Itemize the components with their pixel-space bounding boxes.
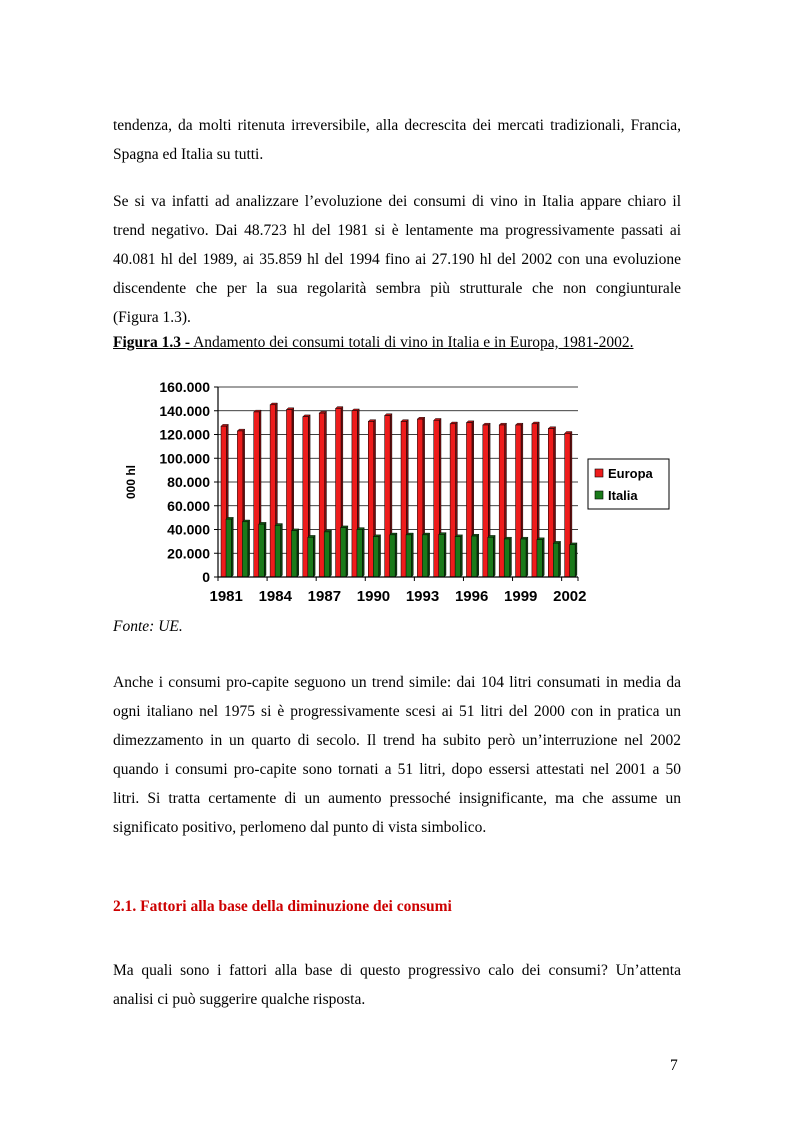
- bar-europa-1989: [352, 411, 358, 577]
- bar-italia-1989: [357, 529, 363, 577]
- bar-side: [542, 538, 544, 577]
- page-number: 7: [670, 1057, 678, 1074]
- bar-side: [395, 533, 397, 577]
- bar-europa-2002: [565, 433, 571, 577]
- legend-label-europa: Europa: [608, 466, 653, 481]
- legend-label-italia: Italia: [608, 488, 638, 503]
- bar-europa-1997: [483, 425, 489, 577]
- y-tick-label: 160.000: [159, 379, 210, 395]
- paragraph-3: [113, 668, 681, 842]
- paragraph-line: discendente che per la sua regolarità sembra più strutturale che non congiunturale: [113, 280, 681, 297]
- bar-europa-1987: [319, 413, 325, 577]
- bar-italia-1987: [324, 532, 330, 577]
- bar-europa-1990: [368, 421, 374, 577]
- bar-side: [248, 520, 250, 577]
- x-tick-label: 1987: [307, 588, 342, 605]
- bar-europa-1986: [303, 417, 309, 577]
- paragraph-line: Ma quali sono i fattori alla base di questo progressivo calo dei consumi? Un’attenta: [113, 962, 681, 979]
- y-axis-label: 000 hl: [124, 464, 138, 500]
- bar-europa-1998: [499, 425, 505, 577]
- bar-italia-1998: [504, 539, 510, 577]
- y-tick-label: 80.000: [167, 474, 210, 490]
- paragraph-1: [113, 111, 681, 169]
- bar-europa-1988: [336, 408, 342, 577]
- figure-source: Fonte: UE.: [113, 618, 183, 635]
- x-tick-label: 1996: [454, 588, 489, 605]
- bar-side: [559, 541, 561, 577]
- paragraph-line: Spagna ed Italia su tutti.: [113, 146, 264, 163]
- paragraph-line: dimezzamento in un quarto di secolo. Il trend ha subito però un’interruzione nel 2002: [113, 732, 681, 749]
- y-tick-label: 60.000: [167, 497, 210, 514]
- x-tick-label: 1981: [209, 588, 243, 605]
- bar-italia-1990: [373, 537, 379, 577]
- bar-europa-2000: [532, 424, 538, 577]
- x-tick-label: 1984: [258, 588, 292, 605]
- bar-side: [477, 534, 479, 577]
- x-tick-label: 1999: [504, 588, 538, 605]
- y-tick-label: 120.000: [159, 426, 210, 443]
- paragraph-line: Se si va infatti ad analizzare l’evoluzione dei consumi di vino in Italia appare chiaro il: [113, 193, 681, 210]
- bar-side: [330, 530, 332, 577]
- paragraph-line: tendenza, da molti ritenuta irreversibile, alla decrescita dei mercati tradizionali, Francia,: [113, 117, 681, 134]
- bar-side: [281, 524, 283, 577]
- bar-side: [412, 533, 414, 577]
- bar-side: [346, 526, 348, 577]
- bar-side: [232, 517, 234, 577]
- x-tick-label: 2002: [553, 588, 587, 605]
- bar-europa-1995: [450, 424, 456, 577]
- figure-caption-text: Andamento dei consumi totali di vino in Italia e in Europa, 1981-2002.: [190, 334, 634, 351]
- bar-side: [313, 535, 315, 577]
- consumption-bar-chart: [113, 372, 683, 612]
- bar-italia-1985: [291, 531, 297, 577]
- paragraph-line: significato positivo, perlomeno dal punto di vista simbolico.: [113, 819, 487, 836]
- bar-italia-2002: [570, 545, 576, 577]
- figure-caption: [113, 334, 633, 352]
- bar-europa-1982: [237, 431, 243, 577]
- y-tick-label: 40.000: [167, 521, 210, 538]
- bar-side: [379, 535, 381, 577]
- paragraph-line: litri. Si tratta certamente di un aumento pressoché insignificante, ma che assume un: [113, 790, 681, 807]
- bar-side: [444, 533, 446, 577]
- bar-europa-1984: [270, 405, 276, 577]
- bar-side: [510, 537, 512, 577]
- bar-italia-1992: [406, 535, 412, 577]
- bar-side: [575, 543, 577, 577]
- x-tick-label: 1990: [356, 588, 391, 605]
- bar-italia-1997: [488, 537, 494, 577]
- bar-europa-1983: [254, 412, 260, 577]
- bar-side: [428, 533, 430, 577]
- y-tick-label: 100.000: [159, 450, 210, 467]
- bar-europa-1985: [286, 410, 292, 577]
- bar-side: [526, 537, 528, 577]
- bar-europa-1981: [221, 426, 227, 577]
- figure-caption-label: Figura 1.3 -: [113, 334, 191, 351]
- bar-italia-1996: [471, 536, 477, 577]
- bar-side: [493, 535, 495, 577]
- paragraph-4: [113, 956, 681, 1014]
- bar-europa-1999: [516, 425, 522, 577]
- y-tick-label: 140.000: [159, 402, 210, 419]
- paragraph-line: ogni italiano nel 1975 si è progressivamente scesi ai 51 litri del 2000 con in pratica un: [113, 703, 681, 720]
- bar-side: [264, 522, 266, 577]
- section-heading: 2.1. Fattori alla base della diminuzione dei consumi: [113, 898, 452, 915]
- bar-italia-1995: [455, 537, 461, 577]
- bar-italia-1983: [259, 524, 265, 577]
- paragraph-line: analisi ci può suggerire qualche risposta.: [113, 991, 366, 1008]
- bar-europa-1993: [417, 419, 423, 577]
- y-tick-label: 20.000: [167, 545, 210, 562]
- bar-italia-1986: [308, 537, 314, 577]
- bar-italia-1999: [521, 539, 527, 577]
- bar-europa-1994: [434, 420, 440, 577]
- bar-italia-1981: [226, 519, 232, 577]
- bar-side: [461, 535, 463, 577]
- bar-italia-1988: [341, 528, 347, 577]
- x-tick-label: 1993: [405, 588, 440, 605]
- bar-italia-1991: [390, 535, 396, 577]
- bar-italia-2000: [537, 540, 543, 577]
- bar-italia-1994: [439, 534, 445, 577]
- bar-europa-1991: [385, 416, 391, 578]
- bar-europa-2001: [548, 429, 554, 577]
- bar-italia-1993: [422, 535, 428, 577]
- bar-italia-1982: [242, 522, 248, 577]
- bar-italia-2001: [553, 543, 559, 577]
- paragraph-line: 40.081 hl del 1989, ai 35.859 hl del 1994 fino ai 27.190 hl del 2002 con una evoluzione: [113, 251, 681, 268]
- bar-europa-1992: [401, 421, 407, 577]
- paragraph-line: trend negativo. Dai 48.723 hl del 1981 si è lentamente ma progressivamente passati ai: [113, 222, 681, 239]
- legend-swatch-europa: [595, 469, 603, 477]
- paragraph-2: [113, 187, 681, 332]
- bar-side: [297, 529, 299, 577]
- paragraph-line: (Figura 1.3).: [113, 309, 191, 326]
- paragraph-line: quando i consumi pro-capite sono tornati a 51 litri, dopo essersi attestati nel 2001 a 50: [113, 761, 681, 778]
- legend-swatch-italia: [595, 491, 603, 499]
- bar-europa-1996: [466, 423, 472, 577]
- paragraph-line: Anche i consumi pro-capite seguono un trend simile: dai 104 litri consumati in media da: [113, 674, 681, 691]
- y-tick-label: 0: [202, 569, 210, 585]
- bar-side: [362, 528, 364, 577]
- bar-italia-1984: [275, 525, 281, 577]
